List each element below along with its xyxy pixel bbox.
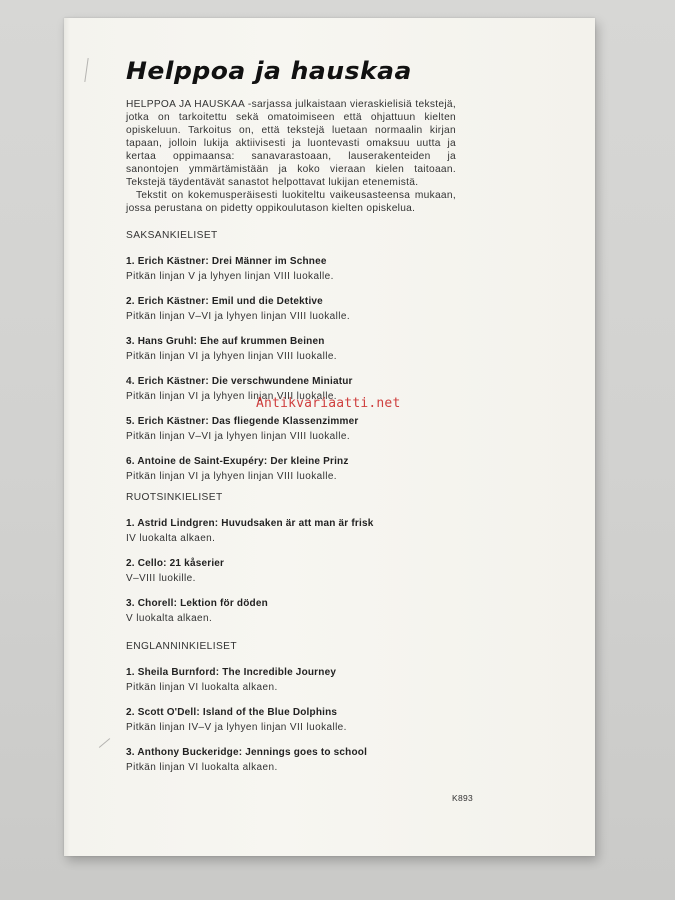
book-entry — [126, 706, 456, 735]
book-title: 1. Erich Kästner: Drei Männer im Schnee — [126, 256, 327, 267]
series-title: Helppoa ja hauskaa — [126, 57, 412, 85]
book-entry — [126, 597, 456, 626]
book-title: 3. Hans Gruhl: Ehe auf krummen Beinen — [126, 336, 325, 347]
book-entry — [126, 517, 456, 546]
pencil-mark — [84, 58, 88, 82]
book-title: 6. Antoine de Saint-Exupéry: Der kleine Prinz — [126, 456, 349, 467]
book-title: 2. Scott O'Dell: Island of the Blue Dolphins — [126, 707, 338, 718]
section-english — [126, 641, 456, 786]
section-heading: RUOTSINKIELISET — [126, 492, 223, 503]
book-level: V–VIII luokille. — [126, 573, 196, 584]
book-level: Pitkän linjan VI luokalta alkaen. — [126, 682, 278, 693]
section-german — [126, 230, 456, 495]
section-swedish — [126, 492, 456, 637]
book-level: V luokalta alkaen. — [126, 613, 213, 624]
book-title: 3. Anthony Buckeridge: Jennings goes to school — [126, 747, 368, 758]
book-level: IV luokalta alkaen. — [126, 533, 216, 544]
book-title: 2. Erich Kästner: Emil und die Detektive — [126, 296, 323, 307]
book-level: Pitkän linjan VI ja lyhyen linjan VIII luokalle. — [126, 391, 337, 402]
book-title: 3. Chorell: Lektion för döden — [126, 598, 268, 609]
book-level: Pitkän linjan V ja lyhyen linjan VIII luokalle. — [126, 271, 334, 282]
book-back-cover — [64, 18, 595, 856]
book-entry — [126, 295, 456, 324]
book-title: 4. Erich Kästner: Die verschwundene Miniatur — [126, 376, 353, 387]
product-code: K893 — [452, 793, 474, 803]
book-entry — [126, 255, 456, 284]
watermark-text: Antikvariaatti.net — [256, 396, 401, 411]
pencil-mark — [99, 738, 110, 748]
book-entry — [126, 335, 456, 364]
book-title: 1. Astrid Lindgren: Huvudsaken är att man är frisk — [126, 518, 374, 529]
section-heading: SAKSANKIELISET — [126, 230, 218, 241]
intro-text — [126, 98, 456, 215]
book-level: Pitkän linjan VI ja lyhyen linjan VIII luokalle. — [126, 471, 337, 482]
intro-paragraph: HELPPOA JA HAUSKAA -sarjassa julkaistaan vieraskielisiä tekstejä, jotka on tarkoitettu sekä omatoimiseen että ohjattuun kielten opiskeluun. Tarkoitus on, että tekstejä luetaan normaalin kirjan tapaan, jolloin lukija aktiivisesti ja luontevasti omaksuu uutta ja kertaa oppimaansa: sanavarastoaan, lauserakenteiden ja sanontojen ymmärtämistään ja koko vieraan kielen taitoaan. Tekstejä täydentävät sanastot helpottavat lukijan etenemistä. — [126, 99, 456, 188]
book-level: Pitkän linjan V–VI ja lyhyen linjan VIII luokalle. — [126, 431, 351, 442]
book-level: Pitkän linjan VI ja lyhyen linjan VIII luokalle. — [126, 351, 337, 362]
cover-edge-shadow — [64, 18, 70, 856]
book-level: Pitkän linjan IV–V ja lyhyen linjan VII luokalle. — [126, 722, 347, 733]
book-entry — [126, 455, 456, 484]
book-title: 5. Erich Kästner: Das fliegende Klassenzimmer — [126, 416, 359, 427]
section-heading: ENGLANNINKIELISET — [126, 641, 237, 652]
book-entry — [126, 666, 456, 695]
book-title: 1. Sheila Burnford: The Incredible Journey — [126, 667, 337, 678]
book-level: Pitkän linjan VI luokalta alkaen. — [126, 762, 278, 773]
book-title: 2. Cello: 21 kåserier — [126, 558, 225, 569]
intro-paragraph: Tekstit on kokemusperäisesti luokiteltu vaikeusasteensa mukaan, jossa perustana on pidetty oppikoulutason kielten opiskelua. — [126, 190, 456, 214]
book-entry — [126, 415, 456, 444]
book-entry — [126, 746, 456, 775]
book-level: Pitkän linjan V–VI ja lyhyen linjan VIII luokalle. — [126, 311, 351, 322]
book-entry — [126, 557, 456, 586]
